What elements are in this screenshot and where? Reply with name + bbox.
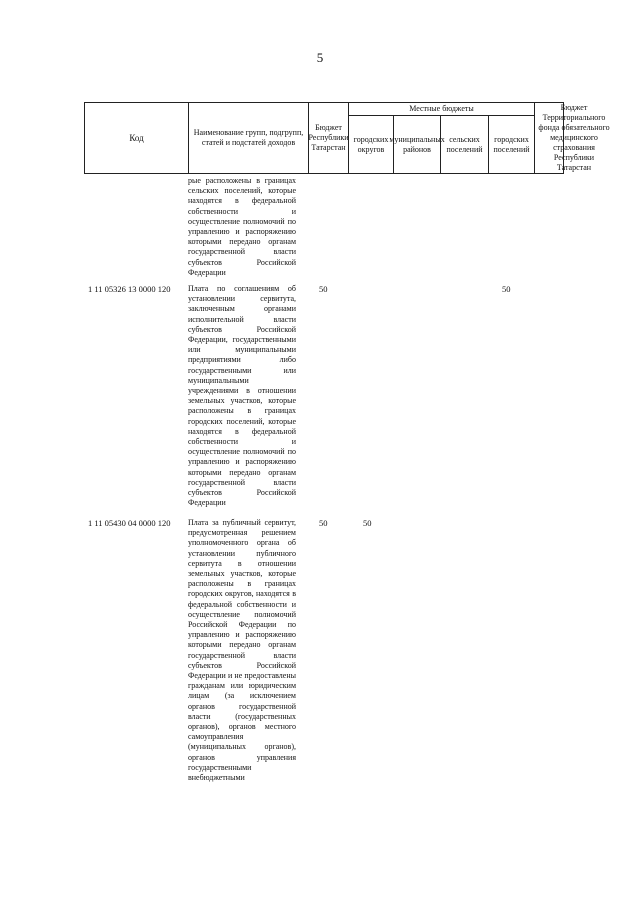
header-rural-settlements: сельских поселений — [440, 115, 489, 174]
row-value-city-settlements: 50 — [502, 284, 511, 294]
row-code: 1 11 05326 13 0000 120 — [88, 284, 171, 294]
header-city-settlements: городских поселений — [488, 115, 535, 174]
row-name: Плата за публичный сервитут, предусмотренная решением уполномоченного органа об установлении публичного сервитута в отношении земельных участков, которые расположены в границах городских округов, находятся в федеральной собственности и осуществление полномочий Российской Федерации по управлению и распоряжению которыми передано органам государственной власти субъектов Российской Федерации и не предоставлены гражданам или юридическим лицам (за исключением органов государственной власти (государственных органов), органов местного самоуправления (муниципальных органов), органов управления государственными внебюджетными — [188, 518, 296, 783]
table-header — [84, 102, 610, 174]
row-value-rt: 50 — [319, 518, 328, 528]
row-name: рые расположены в границах сельских поселений, которые находятся в федеральной собственности и осуществление полномочий по управлению и распоряжению которыми передано органам государственной власти субъектов Российской Федерации — [188, 176, 296, 277]
page-number: 5 — [316, 50, 324, 65]
header-city-districts: городских округов — [348, 115, 394, 174]
header-local-budgets: Местные бюджеты — [348, 102, 535, 116]
row-value-rt: 50 — [319, 284, 328, 294]
header-rt-budget: Бюджет Республики Татарстан — [308, 102, 349, 174]
row-name: Плата по соглашениям об установлении сервитута, заключенным органами исполнительной власти субъектов Российской Федерации, государственными или муниципальными предприятиями либо государственными или муниципальными учреждениями в отношении земельных участков, которые расположены в границах городских поселений, которые находятся в федеральной собственности и осуществление полномочий по управлению и распоряжению которыми передано органам государственной власти субъектов Российской Федерации — [188, 284, 296, 508]
header-tfoms: Бюджет Территориального фонда обязательного медицинского страхования Республики Татарстан — [538, 103, 610, 172]
row-code: 1 11 05430 04 0000 120 — [88, 518, 171, 528]
header-municipal-districts: муниципальных районов — [393, 115, 441, 174]
row-value-city-districts: 50 — [363, 518, 372, 528]
header-code: Код — [84, 102, 189, 174]
header-name: Наименование групп, подгрупп, статей и подстатей доходов — [188, 102, 309, 174]
